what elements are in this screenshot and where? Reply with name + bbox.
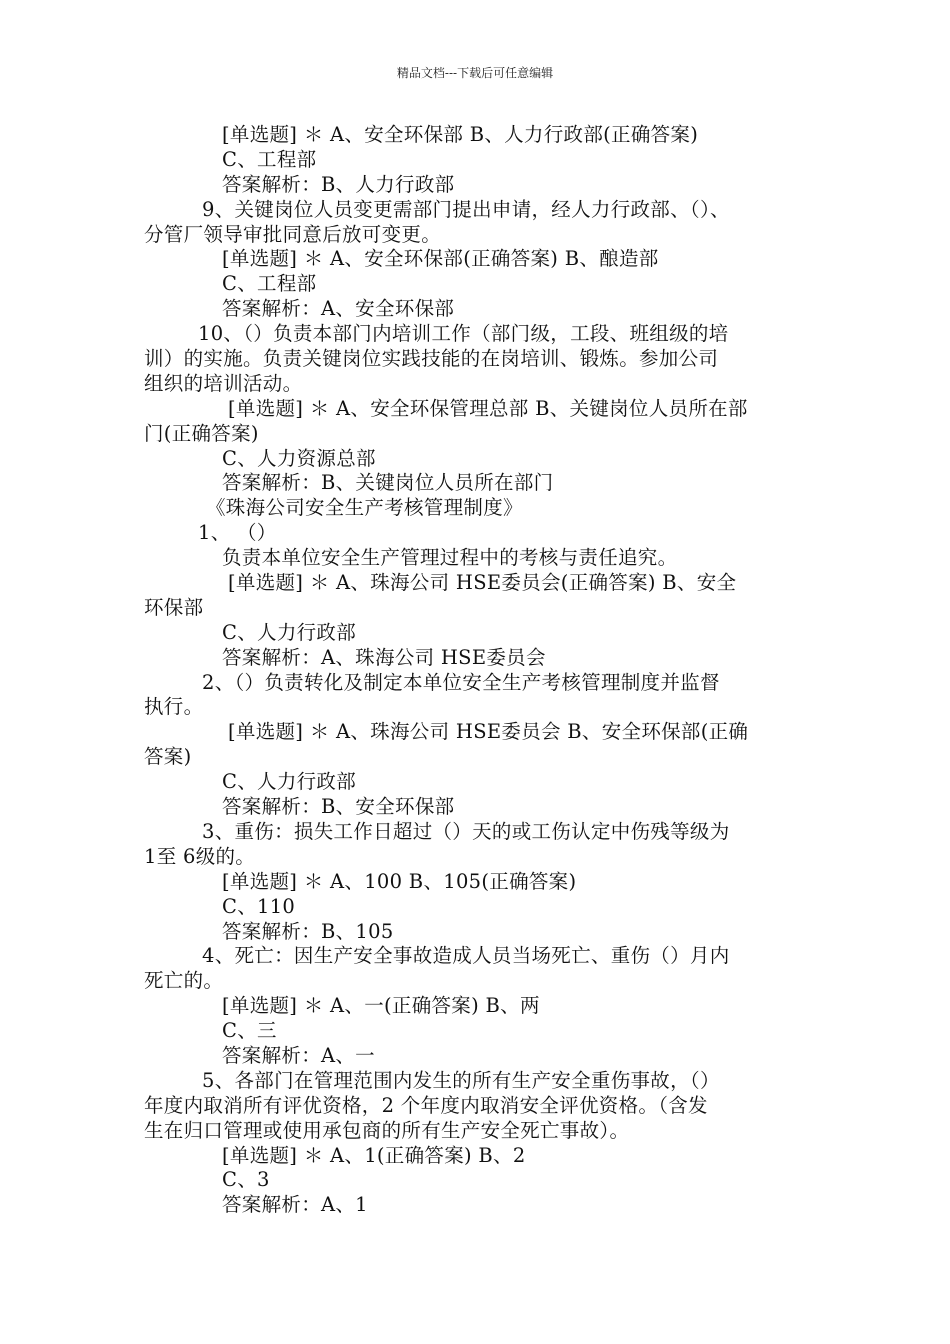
option-line: C、人力行政部 (222, 620, 357, 644)
question-5: 5、各部门在管理范围内发生的所有生产安全重伤事故，（） (202, 1068, 720, 1092)
option-line: [单选题] ＊ A、一(正确答案) B、两 (222, 994, 540, 1018)
answer-explanation: 答案解析：A、安全环保部 (222, 297, 455, 321)
question-9: 9、关键岗位人员变更需部门提出申请，经人力行政部、（）、 (202, 197, 730, 221)
option-line-cont: 答案) (144, 745, 192, 769)
question-10-cont: 训）的实施。负责关键岗位实践技能的在岗培训、锻炼。参加公司 (144, 347, 719, 371)
question-5-cont: 年度内取消所有评优资格，2 个年度内取消安全评优资格。（含发 (144, 1093, 708, 1117)
option-line: C、工程部 (222, 147, 317, 171)
option-line: [单选题] ＊ A、安全环保部(正确答案) B、酿造部 (222, 247, 659, 271)
question-3: 3、重伤：损失工作日超过（）天的或工伤认定中伤残等级为 (202, 819, 730, 843)
option-line: [单选题] ＊ A、1(正确答案) B、2 (222, 1143, 526, 1167)
question-1-cont: 负责本单位安全生产管理过程中的考核与责任追究。 (222, 546, 678, 570)
option-line: [单选题] ＊ A、珠海公司 HSE委员会 B、安全环保部(正确 (228, 720, 749, 744)
option-line: [单选题] ＊ A、安全环保部 B、人力行政部(正确答案) (222, 123, 699, 146)
question-4: 4、死亡：因生产安全事故造成人员当场死亡、重伤（）月内 (202, 944, 730, 968)
question-3-cont: 1至 6级的。 (144, 844, 256, 868)
option-line: C、工程部 (222, 272, 317, 296)
question-2: 2、（）负责转化及制定本单位安全生产考核管理制度并监督 (202, 670, 720, 694)
question-1: 1、 （） (198, 521, 277, 545)
option-line: [单选题] ＊ A、100 B、105(正确答案) (222, 869, 577, 893)
section-title: 《珠海公司安全生产考核管理制度》 (206, 496, 523, 520)
page-header: 精品文档---下载后可任意编辑 (396, 66, 554, 80)
question-5-cont: 生在归口管理或使用承包商的所有生产安全死亡事故）。 (144, 1118, 630, 1142)
question-9-cont: 分管厂领导审批同意后放可变更。 (144, 222, 442, 246)
option-line-cont: 门(正确答案) (144, 421, 259, 445)
question-10: 10、（）负责本部门内培训工作（部门级，工段、班组级的培 (198, 322, 729, 346)
option-line: C、110 (222, 894, 296, 918)
option-line-cont: 环保部 (144, 595, 204, 619)
document-body (144, 123, 808, 1218)
question-2-cont: 执行。 (144, 695, 204, 719)
option-line: [单选题] ＊ A、安全环保管理总部 B、关键岗位人员所在部 (228, 396, 748, 420)
answer-explanation: 答案解析：B、安全环保部 (222, 795, 455, 819)
answer-explanation: 答案解析：B、关键岗位人员所在部门 (222, 471, 554, 495)
question-4-cont: 死亡的。 (144, 969, 224, 993)
question-10-cont: 组织的培训活动。 (144, 371, 303, 395)
answer-explanation: 答案解析：B、人力行政部 (222, 172, 455, 196)
option-line: C、人力资源总部 (222, 446, 376, 470)
answer-explanation: 答案解析：A、珠海公司 HSE委员会 (222, 645, 546, 669)
answer-explanation: 答案解析：A、一 (222, 1043, 375, 1067)
option-line: C、三 (222, 1019, 277, 1043)
option-line: C、人力行政部 (222, 770, 357, 794)
option-line: C、3 (222, 1168, 270, 1192)
answer-explanation: 答案解析：B、105 (222, 919, 394, 943)
option-line: [单选题] ＊ A、珠海公司 HSE委员会(正确答案) B、安全 (228, 571, 737, 595)
answer-explanation: 答案解析：A、1 (222, 1193, 368, 1217)
